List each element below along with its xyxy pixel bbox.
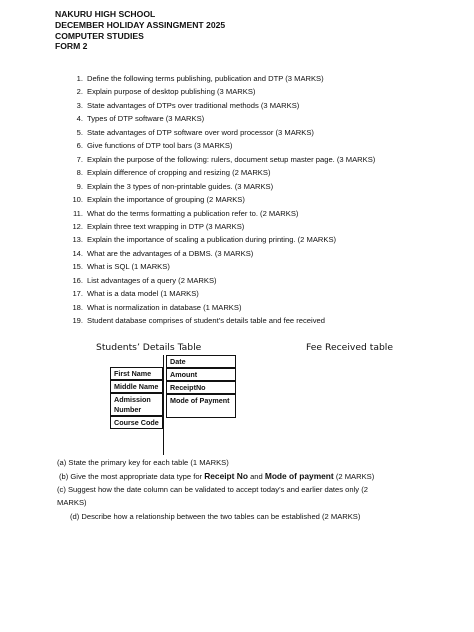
students-table-title: Students’ Details Table bbox=[96, 342, 202, 353]
question-item bbox=[63, 314, 468, 327]
question-number: 8. bbox=[76, 168, 83, 178]
question-item bbox=[63, 126, 468, 139]
question-text: Explain the importance of scaling a publication during printing. (2 MARKS) bbox=[87, 235, 337, 245]
question-text: Explain purpose of desktop publishing (3 MARKS) bbox=[87, 87, 256, 97]
subquestion-d: (d) Describe how a relationship between the two tables can be established (2 MARKS) bbox=[70, 512, 361, 521]
question-number: 5. bbox=[76, 127, 83, 137]
question-number: 4. bbox=[76, 114, 83, 124]
question-item bbox=[63, 260, 468, 273]
question-text: Define the following terms publishing, publication and DTP (3 MARKS) bbox=[87, 74, 324, 83]
question-item bbox=[63, 301, 468, 314]
subquestion-b-text-2: and bbox=[247, 472, 265, 481]
document-header bbox=[55, 9, 225, 52]
question-text: Explain the 3 types of non-printable guides. (3 MARKS) bbox=[87, 181, 274, 191]
question-number: 11. bbox=[73, 208, 83, 218]
subquestion-b-text-1: (b) Give the most appropriate data type for bbox=[59, 472, 205, 481]
question-item bbox=[63, 287, 468, 300]
question-text: What is a data model (1 MARKS) bbox=[87, 289, 199, 299]
question-number: 3. bbox=[76, 100, 83, 110]
question-text: What is normalization in database (1 MARKS) bbox=[87, 302, 242, 312]
question-number: 17. bbox=[72, 289, 83, 299]
question-list bbox=[63, 72, 468, 328]
question-item bbox=[63, 193, 468, 206]
question-item bbox=[63, 220, 468, 233]
relationship-line bbox=[163, 355, 164, 455]
question-number: 13. bbox=[72, 235, 83, 245]
question-item bbox=[63, 72, 468, 85]
question-item bbox=[63, 180, 468, 193]
question-number: 14. bbox=[72, 248, 83, 258]
assignment-title: DECEMBER HOLIDAY ASSINGMENT 2025 bbox=[55, 19, 226, 30]
subquestion-c-line1: (c) Suggest how the date column can be validated to accept today’s and earlier dates only (2 bbox=[57, 485, 368, 494]
subquestion-b bbox=[59, 471, 374, 482]
question-item bbox=[63, 207, 468, 220]
question-text: What is SQL (1 MARKS) bbox=[87, 262, 170, 272]
students-field-admission-number: Admission Number bbox=[110, 393, 163, 416]
subquestion-b-bold-mode: Mode of payment bbox=[264, 471, 334, 481]
question-number: 9. bbox=[76, 181, 83, 191]
question-number: 10. bbox=[72, 195, 83, 205]
question-text: List advantages of a query (2 MARKS) bbox=[87, 275, 217, 285]
question-text: Give functions of DTP tool bars (3 MARKS) bbox=[87, 141, 233, 151]
question-text: Explain difference of cropping and resizing (2 MARKS) bbox=[87, 168, 271, 178]
question-text: What do the terms formatting a publication refer to. (2 MARKS) bbox=[87, 208, 299, 218]
question-number: 18. bbox=[72, 302, 83, 312]
fee-field-mode-of-payment: Mode of Payment bbox=[166, 394, 236, 418]
question-item bbox=[63, 85, 468, 98]
question-item bbox=[63, 166, 468, 179]
question-item bbox=[63, 99, 468, 112]
fee-field-date: Date bbox=[166, 355, 236, 368]
question-item bbox=[63, 139, 468, 152]
question-item bbox=[63, 274, 468, 287]
question-number: 15. bbox=[72, 262, 83, 272]
subquestion-c-line2: MARKS) bbox=[57, 498, 87, 507]
question-number: 16. bbox=[72, 275, 83, 285]
question-item bbox=[63, 247, 468, 260]
subquestion-b-bold-receipt: Receipt No bbox=[204, 471, 248, 481]
question-text: State advantages of DTP software over word processor (3 MARKS) bbox=[87, 127, 314, 137]
question-text: Explain three text wrapping in DTP (3 MARKS) bbox=[87, 221, 245, 231]
students-field-course-code: Course Code bbox=[110, 416, 163, 429]
question-item bbox=[63, 153, 468, 166]
fee-table-title: Fee Received table bbox=[306, 342, 393, 353]
question-number: 6. bbox=[76, 141, 83, 151]
question-number: 7. bbox=[76, 154, 83, 164]
form-level: FORM 2 bbox=[55, 41, 88, 52]
fee-field-receiptno: ReceiptNo bbox=[166, 381, 236, 394]
question-text: Student database comprises of student’s details table and fee received bbox=[87, 316, 325, 326]
subquestion-b-text-3: (2 MARKS) bbox=[333, 472, 375, 481]
question-item bbox=[63, 233, 468, 246]
students-field-first-name: First Name bbox=[110, 367, 163, 380]
question-text: Explain the purpose of the following: rulers, document setup master page. (3 MARKS) bbox=[87, 154, 376, 164]
school-name: NAKURU HIGH SCHOOL bbox=[55, 9, 156, 19]
question-text: What are the advantages of a DBMS. (3 MARKS) bbox=[87, 248, 254, 258]
question-text: State advantages of DTPs over traditional methods (3 MARKS) bbox=[87, 100, 300, 110]
question-text: Explain the importance of grouping (2 MARKS) bbox=[87, 195, 245, 205]
subject-name: COMPUTER STUDIES bbox=[55, 30, 144, 41]
subquestion-a: (a) State the primary key for each table (1 MARKS) bbox=[57, 458, 229, 467]
question-number: 19. bbox=[72, 316, 83, 326]
fee-field-amount: Amount bbox=[166, 368, 236, 381]
question-text: Types of DTP software (3 MARKS) bbox=[87, 114, 205, 124]
question-number: 12. bbox=[72, 221, 83, 231]
question-number: 2. bbox=[76, 87, 83, 97]
students-field-middle-name: Middle Name bbox=[110, 380, 163, 393]
question-number: 1. bbox=[76, 74, 83, 83]
question-item bbox=[63, 112, 468, 125]
